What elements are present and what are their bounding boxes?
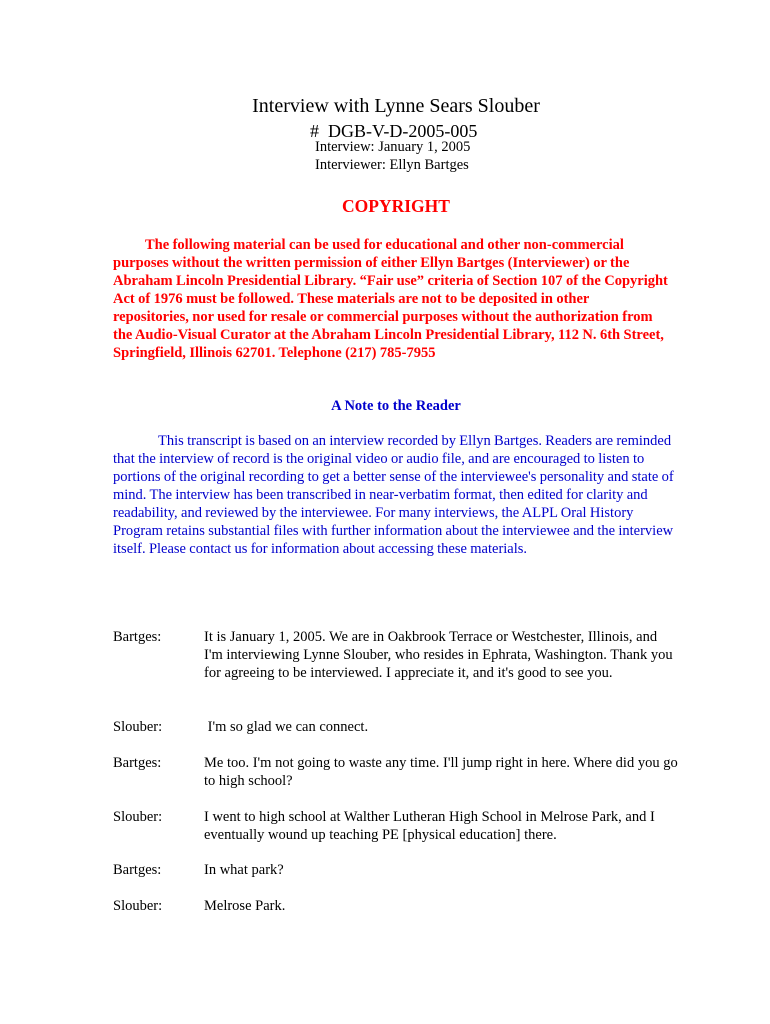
note-heading: A Note to the Reader — [331, 398, 461, 414]
speech-text: I'm so glad we can connect. — [204, 719, 369, 735]
speaker-label: Slouber: — [113, 809, 163, 825]
note-to-reader: This transcript is based on an interview recorded by Ellyn Bartges. Readers are reminded that the interview of record is the original video or audio file, and are encouraged to listen to portions of the original recording to get a better sense of the interviewee's personality and state of mind. The interview has been transcribed in near-verbatim format, then edited for clarity and readability, and reviewed by the interviewee. For many interviews, the ALPL Oral History Program retains substantial files with further information about the interviewee and the interview itself. Please contact us for information about accessing these materials. — [113, 433, 674, 557]
interviewer-name: Interviewer: Ellyn Bartges — [315, 157, 469, 173]
speech-text: Me too. I'm not going to waste any time. I'll jump right in here. Where did you go to high school? — [204, 755, 678, 789]
speaker-label: Slouber: — [113, 898, 163, 914]
speech-text: Melrose Park. — [204, 898, 286, 914]
interview-date: Interview: January 1, 2005 — [315, 139, 471, 155]
copyright-notice: The following material can be used for educational and other non-commercial purposes without the written permission of either Ellyn Bartges (Interviewer) or the Abraham Lincoln Presidential Library. “Fair use” criteria of Section 107 of the Copyright Act of 1976 must be followed. These materials are not to be deposited in other repositories, nor used for resale or commercial purposes without the authorization from the Audio-Visual Curator at the Abraham Lincoln Presidential Library, 112 N. 6th Street, Springfield, Illinois 62701. Telephone (217) 785-7955 — [113, 237, 668, 361]
copyright-heading: COPYRIGHT — [342, 196, 450, 216]
speaker-label: Bartges: — [113, 629, 162, 645]
document-title: Interview with Lynne Sears Slouber — [252, 95, 540, 117]
document-id: # DGB-V-D-2005-005 — [310, 121, 478, 141]
speaker-label: Bartges: — [113, 755, 162, 771]
speech-text: I went to high school at Walther Lutheran High School in Melrose Park, and I eventually wound up teaching PE [physical education] there. — [204, 809, 655, 843]
speech-text: It is January 1, 2005. We are in Oakbrook Terrace or Westchester, Illinois, and I'm interviewing Lynne Slouber, who resides in Ephrata, Washington. Thank you for agreeing to be interviewed. I appreciate it, and it's good to see you. — [204, 629, 673, 681]
speech-text: In what park? — [204, 862, 284, 878]
speaker-label: Slouber: — [113, 719, 163, 735]
speaker-label: Bartges: — [113, 862, 162, 878]
